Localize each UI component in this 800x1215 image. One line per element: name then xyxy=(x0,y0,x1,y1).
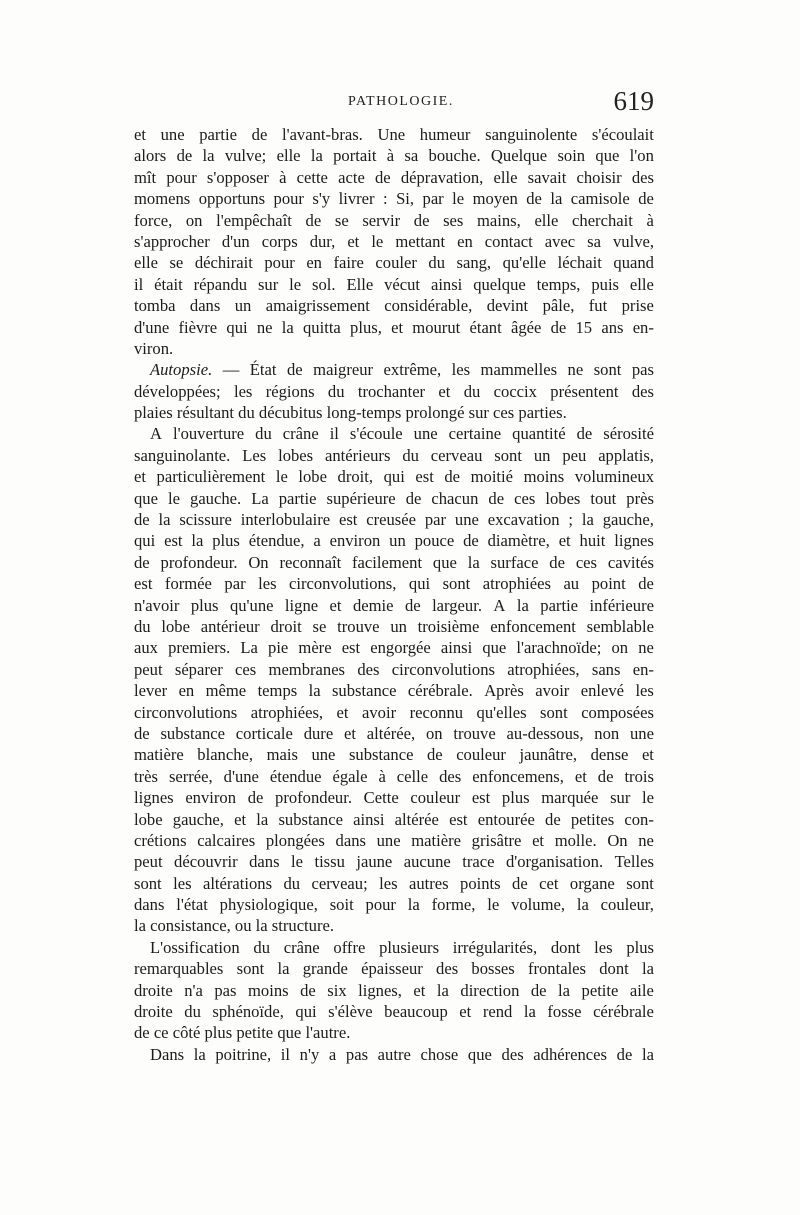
text-line: matière blanche, mais une substance de couleur jaunâtre, dense et xyxy=(134,745,654,765)
running-head: PATHOLOGIE. xyxy=(348,94,454,109)
text-line: circonvolutions atrophiées, et avoir reconnu qu'elles sont composées xyxy=(134,702,654,722)
text-line: il était répandu sur le sol. Elle vécut ainsi quelque temps, puis elle xyxy=(134,274,654,294)
text-line: L'ossification du crâne offre plusieurs irrégularités, dont les plus xyxy=(150,937,654,957)
text-line: de substance corticale dure et altérée, on trouve au-dessous, non une xyxy=(134,723,654,743)
text-line: droite n'a pas moins de six lignes, et la direction de la petite aile xyxy=(134,980,654,1000)
text-line: d'une fièvre qui ne la quitta plus, et mourut étant âgée de 15 ans en- xyxy=(134,317,654,337)
text-line: s'approcher d'un corps dur, et le mettant en contact avec sa vulve, xyxy=(134,231,654,251)
text-line: qui est la plus étendue, a environ un pouce de diamètre, et huit lignes xyxy=(134,531,654,551)
text-line: de ce côté plus petite que l'autre. xyxy=(134,1023,351,1043)
text-line: force, on l'empêchaît de se servir de ses mains, elle cherchait à xyxy=(134,210,654,230)
text-line: sont les altérations du cerveau; les autres points de cet organe sont xyxy=(134,873,654,893)
page-header xyxy=(134,86,654,122)
text-line: peut découvrir dans le tissu jaune aucune trace d'organisation. Telles xyxy=(134,852,654,872)
text-line: alors de la vulve; elle la portait à sa bouche. Quelque soin que l'on xyxy=(134,146,654,166)
text-line: très serrée, d'une étendue égale à celle des enfoncemens, et de trois xyxy=(134,766,654,786)
text-line: que le gauche. La partie supérieure de chacun de ces lobes tout près xyxy=(134,488,654,508)
text-line: de la scissure interlobulaire est creusée par une excavation ; la gauche, xyxy=(134,510,654,530)
text-line: aux premiers. La pie mère est engorgée ainsi que l'arachnoïde; on ne xyxy=(134,638,654,658)
text-line: n'avoir plus qu'une ligne et demie de largeur. A la partie inférieure xyxy=(134,595,654,615)
text-line: est formée par les circonvolutions, qui sont atrophiées au point de xyxy=(134,574,654,594)
text-line: sanguinolante. Les lobes antérieurs du cerveau sont un peu applatis, xyxy=(134,445,654,465)
page-number: 619 xyxy=(613,86,654,116)
text-line: lobe gauche, et la substance ainsi altérée est entourée de petites con- xyxy=(134,809,654,829)
text-line: droite du sphénoïde, qui s'élève beaucoup et rend la fosse cérébrale xyxy=(134,1002,654,1022)
text-line: et une partie de l'avant-bras. Une humeur sanguinolente s'écoulait xyxy=(134,125,654,144)
text-line: Autopsie. — État de maigreur extrême, les mammelles ne sont pas xyxy=(150,360,654,380)
text-line: Dans la poitrine, il n'y a pas autre chose que des adhérences de la xyxy=(150,1044,654,1064)
text-line: du lobe antérieur droit se trouve un troisième enfoncement semblable xyxy=(134,616,654,636)
text-line: peut séparer ces membranes des circonvolutions atrophiées, sans en- xyxy=(134,659,654,679)
body-text xyxy=(134,124,654,1065)
text-line: et particulièrement le lobe droit, qui est de moitié moins volumineux xyxy=(134,467,654,487)
text-line: viron. xyxy=(134,338,174,358)
text-line: la consistance, ou la structure. xyxy=(134,916,334,936)
text-line: plaies résultant du décubitus long-temps prolongé sur ces parties. xyxy=(134,403,567,423)
text-line: lignes environ de profondeur. Cette couleur est plus marquée sur le xyxy=(134,788,654,808)
text-line: développées; les régions du trochanter et du coccix présentent des xyxy=(134,381,654,401)
text-line: crétions calcaires plongées dans une matière grisâtre et molle. On ne xyxy=(134,830,654,850)
text-line: A l'ouverture du crâne il s'écoule une certaine quantité de sérosité xyxy=(150,424,654,444)
text-line: mît pour s'opposer à cette acte de dépravation, elle savait choisir des xyxy=(134,167,654,187)
text-line: de profondeur. On reconnaît facilement que la surface de ces cavités xyxy=(134,552,654,572)
text-line: lever en même temps la substance cérébrale. Après avoir enlevé les xyxy=(134,681,654,701)
text-line: momens opportuns pour s'y livrer : Si, par le moyen de la camisole de xyxy=(134,189,654,209)
text-line: tomba dans un amaigrissement considérable, devint pâle, fut prise xyxy=(134,296,654,316)
text-line: elle se déchirait pour en faire couler du sang, qu'elle léchait quand xyxy=(134,253,654,273)
text-line: remarquables sont la grande épaisseur des bosses frontales dont la xyxy=(134,959,654,979)
text-line: dans l'état physiologique, soit pour la forme, le volume, la couleur, xyxy=(134,895,654,915)
